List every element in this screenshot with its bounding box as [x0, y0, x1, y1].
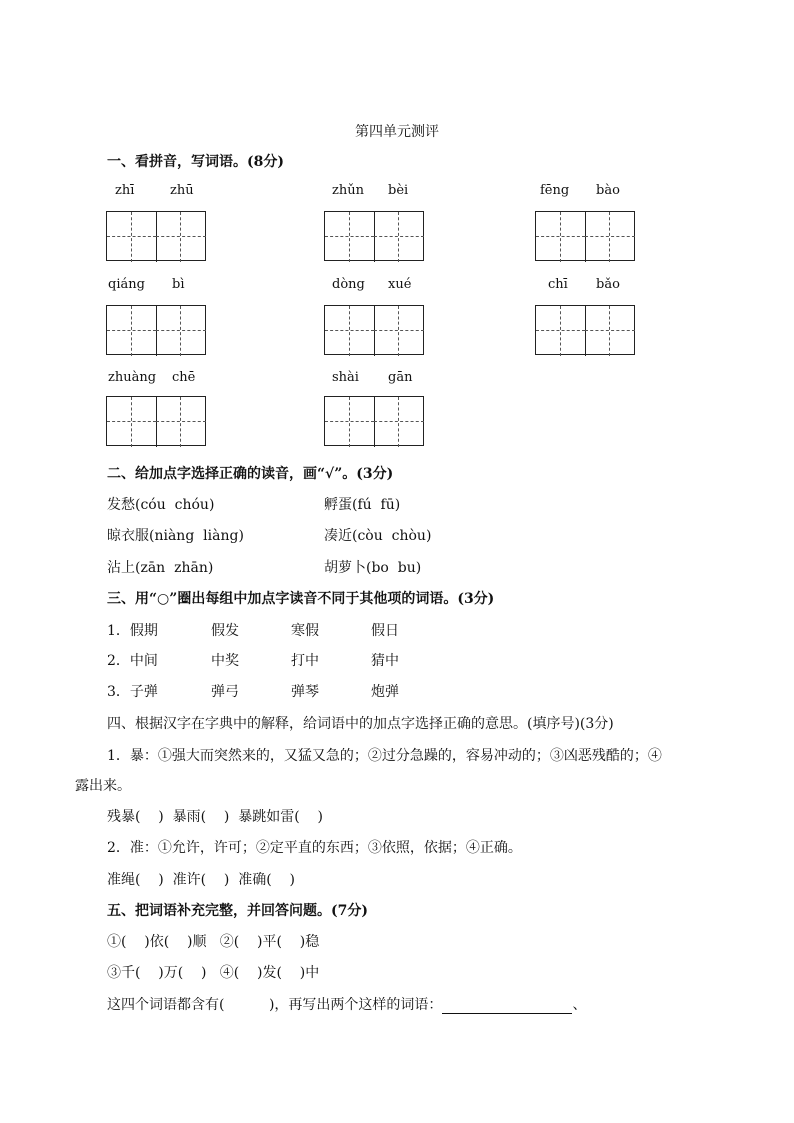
answer-blanks[interactable]: 准绳( ) 准许( ) 准确( ): [107, 872, 295, 888]
reading-item[interactable]: 发愁(cóu chóu): [107, 497, 215, 513]
word-option[interactable]: 中奖: [211, 653, 239, 669]
section3-heading: 三、用“○”圈出每组中加点字读音不同于其他项的词语。(3分): [107, 591, 495, 607]
section2-heading: 二、给加点字选择正确的读音，画“√”。(3分): [107, 466, 394, 482]
writing-grid[interactable]: [106, 305, 206, 355]
reading-item[interactable]: 晾衣服(niàng liàng): [107, 528, 244, 544]
separator: 、: [572, 997, 587, 1013]
answer-line[interactable]: [442, 999, 572, 1014]
question-prompt: 这四个词语都含有( )，再写出两个这样的词语：: [107, 997, 443, 1013]
pinyin: shài: [332, 370, 359, 385]
word-option[interactable]: 寒假: [291, 623, 319, 639]
idiom-row[interactable]: ①( )依( )顺 ②( )平( )稳: [107, 934, 320, 950]
word-option[interactable]: 3．子弹: [107, 684, 158, 700]
writing-grid[interactable]: [324, 305, 424, 355]
word-option[interactable]: 假日: [371, 623, 399, 639]
word-option[interactable]: 1．假期: [107, 623, 158, 639]
pinyin: qiáng: [108, 277, 145, 292]
word-option[interactable]: 打中: [291, 653, 319, 669]
word-option[interactable]: 弹琴: [291, 684, 319, 700]
writing-grid[interactable]: [106, 396, 206, 446]
definition-text: 2．准：①允许，许可；②定平直的东西；③依照，依据；④正确。: [107, 840, 522, 856]
page-title: 第四单元测评: [355, 124, 439, 140]
reading-item[interactable]: 孵蛋(fú fū): [324, 497, 401, 513]
word-option[interactable]: 猜中: [371, 653, 399, 669]
answer-blanks[interactable]: 残暴( ) 暴雨( ) 暴跳如雷( ): [107, 809, 323, 825]
writing-grid[interactable]: [535, 211, 635, 261]
pinyin: zhū: [170, 183, 194, 198]
writing-grid[interactable]: [535, 305, 635, 355]
definition-text: 1．暴：①强大而突然来的，又猛又急的；②过分急躁的，容易冲动的；③凶恶残酷的；④: [107, 748, 662, 764]
pinyin: xué: [388, 277, 412, 292]
question-text[interactable]: [107, 994, 586, 1014]
pinyin: zhī: [115, 183, 135, 198]
reading-item[interactable]: 凑近(còu chòu): [324, 528, 432, 544]
writing-grid[interactable]: [106, 211, 206, 261]
idiom-row[interactable]: ③千( )万( ) ④( )发( )中: [107, 965, 320, 981]
writing-grid[interactable]: [324, 211, 424, 261]
word-option[interactable]: 弹弓: [211, 684, 239, 700]
definition-text: 露出来。: [75, 778, 131, 794]
section4-heading: 四、根据汉字在字典中的解释，给词语中的加点字选择正确的意思。(填序号)(3分): [107, 716, 614, 732]
pinyin: zhuàng: [108, 370, 157, 385]
pinyin: dòng: [332, 277, 365, 292]
pinyin: bào: [596, 183, 620, 198]
reading-item[interactable]: 胡萝卜(bo bu): [324, 560, 422, 576]
section1-heading: 一、看拼音，写词语。(8分): [107, 154, 284, 170]
section5-heading: 五、把词语补充完整，并回答问题。(7分): [107, 903, 368, 919]
word-option[interactable]: 炮弹: [371, 684, 399, 700]
pinyin: gān: [388, 370, 413, 385]
word-option[interactable]: 假发: [211, 623, 239, 639]
pinyin: zhǔn: [332, 183, 364, 198]
reading-item[interactable]: 沾上(zān zhān): [107, 560, 214, 576]
pinyin: chē: [172, 370, 196, 385]
pinyin: fēng: [540, 183, 570, 198]
pinyin: bèi: [388, 183, 409, 198]
pinyin: bì: [172, 277, 185, 292]
word-option[interactable]: 2．中间: [107, 653, 158, 669]
writing-grid[interactable]: [324, 396, 424, 446]
pinyin: chī: [548, 277, 568, 292]
pinyin: bǎo: [596, 277, 620, 292]
